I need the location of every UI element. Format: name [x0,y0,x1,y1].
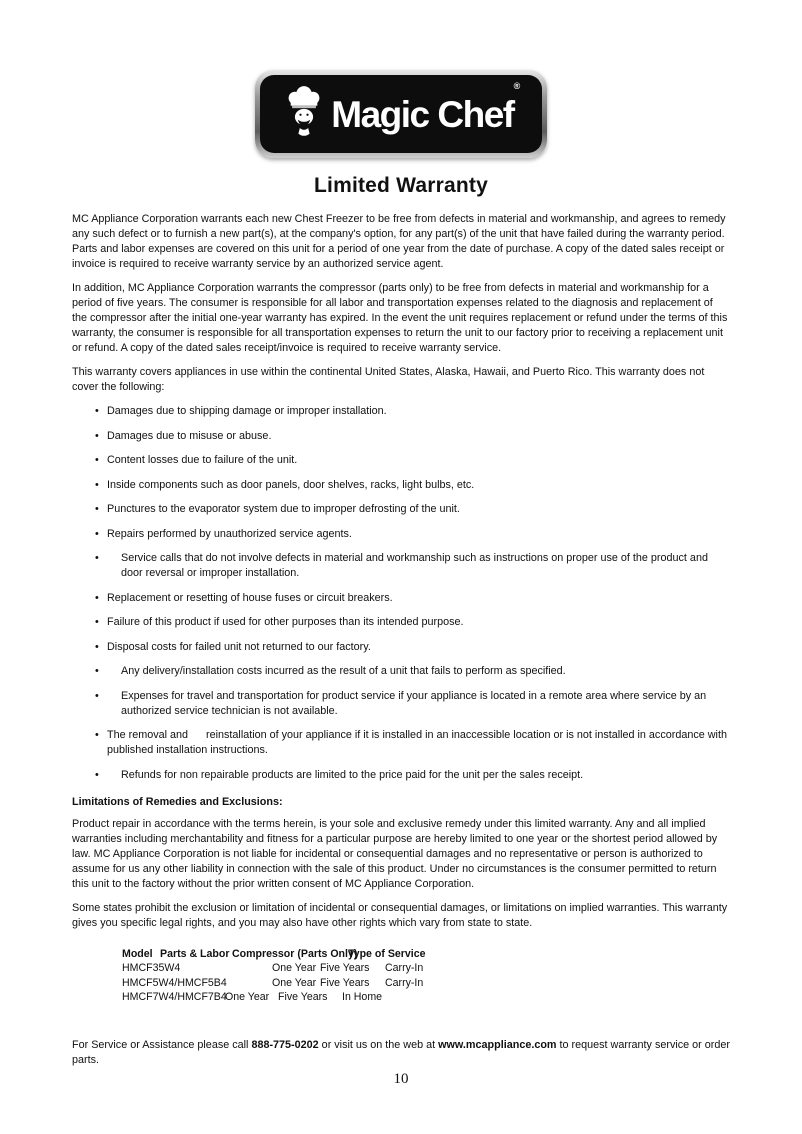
table-row [120,962,730,977]
list-item: • Punctures to the evaporator system due to improper defrosting of the unit. [95,503,460,515]
cell-model: HMCF7W4/HMCF7B4 [122,991,227,1003]
bullet-icon: • [95,729,99,741]
cell-service-type: In Home [342,991,383,1003]
col-header-parts-labor: Parts & Labor [160,947,230,960]
cell-compressor: Five Years [278,991,328,1003]
cell-service-type: Carry-In [385,962,424,974]
list-item: • The removal and reinstallation of your appliance if it is installed in an inaccessible location or is not installed in accordance with published installation instructions. [95,729,730,756]
table-header-row [120,948,730,963]
list-item: • Expenses for travel and transportation for product service if your appliance is located in a remote area where service by an authorized service technician is not available. [95,689,710,717]
bullet-icon: • [95,689,99,702]
cell-model: HMCF5W4/HMCF5B4 [122,976,227,989]
limitations-heading: Limitations of Remedies and Exclusions: [72,795,283,808]
logo-container [72,70,730,158]
list-item: • Damages due to misuse or abuse. [95,429,272,442]
list-item: • Content losses due to failure of the unit. [95,454,298,466]
list-item: • Repairs performed by unauthorized service agents. [95,527,352,540]
list-item: • Disposal costs for failed unit not returned to our factory. [95,640,371,653]
footer-text-prefix: For Service or Assistance please call [72,1038,252,1051]
bullet-icon: • [95,552,99,564]
page-title: Limited Warranty [314,174,488,197]
table-row [120,977,730,992]
cell-parts-labor: One Year [225,991,270,1003]
bullet-icon: • [95,429,99,442]
magic-chef-logo [255,70,547,158]
bullet-icon: • [95,640,99,653]
warranty-table [120,948,730,1006]
logo-brand-text: Magic Chef® [331,80,519,135]
exclusions-list [95,404,730,783]
bullet-icon: • [95,527,99,540]
paragraph-warranty-compressor: In addition, MC Appliance Corporation warrants the compressor (parts only) to be free from defects in material and workmanship for a period of five years. The consumer is responsible for all labor and transportation expenses related to the diagnosis and replacement of the compressor after the initial one-year warranty has expired. In the event the unit requires replacement or refund under the terms of this warranty, the consumer is responsible for all transportation expenses to return the unit to our factory prior to receiving a replacement unit or refund. A copy of the dated sales receipt/invoice is required to receive warranty service. [72,282,728,354]
bullet-icon: • [95,665,99,677]
service-website-url: www.mcappliance.com [438,1038,557,1051]
cell-compressor: Five Years [320,976,370,989]
paragraph-limitations-states: Some states prohibit the exclusion or limitation of incidental or consequential damages, or limitations on implied warranties. This warranty gives you specific legal rights, and you may also have other rights which vary from state to state. [72,901,728,929]
list-item: • Service calls that do not involve defects in material and workmanship such as instructions on proper use of the product and door reversal or improper installation. [95,552,711,579]
page-number: 10 [393,1071,409,1087]
cell-model: HMCF35W4 [122,962,181,974]
bullet-icon: • [95,768,99,781]
registered-mark: ® [513,80,519,91]
paragraph-warranty-parts-labor: MC Appliance Corporation warrants each new Chest Freezer to be free from defects in material and workmanship, and agrees to remedy any such defect or to furnish a new part(s), at the company's option, for any part(s) of the unit that have failed during the warranty period. Parts and labor expenses are covered on this unit for a period of one year from the date of purchase. A copy of the dated sales receipt or invoice is required to receive warranty service by an authorized service agent. [72,213,726,270]
bullet-icon: • [95,591,99,604]
logo-inner [260,75,542,153]
bullet-icon: • [95,405,99,417]
paragraph-limitations-remedy: Product repair in accordance with the terms herein, is your sole and exclusive remedy under this limited warranty. Any and all implied warranties including merchantability and fitness for a particular purpose are hereby limited to one year or the shortest period allowed by law. MC Appliance Corporation is not liable for incidental or consequential damages and no representative or person is authorized to assume for us any other liability in connection with the sale of this product. Under no circumstances is the consumer permitted to return this unit to the factory without the prior written consent of MC Appliance Corporation. [72,817,718,890]
cell-parts-labor: One Year [272,962,317,974]
bullet-icon: • [95,454,99,466]
paragraph-warranty-coverage: This warranty covers appliances in use within the continental United States, Alaska, Hawaii, and Puerto Rico. This warranty does not cover the following: [72,366,705,393]
service-phone-number: 888-775-0202 [251,1038,319,1051]
cell-compressor: Five Years [320,962,370,974]
footer-text-middle: or visit us on the web at [318,1038,439,1051]
list-item: • Failure of this product if used for other purposes than its intended purpose. [95,616,464,628]
list-item: • Refunds for non repairable products are limited to the price paid for the unit per the sales receipt. [95,768,584,781]
col-header-service-type: Type of Service [348,947,426,960]
list-item: • Any delivery/installation costs incurred as the result of a unit that fails to perform as specified. [95,665,566,677]
list-item: • Inside components such as door panels, door shelves, racks, light bulbs, etc. [95,478,475,491]
col-header-compressor: Compressor (Parts Only) [232,947,358,960]
col-header-model: Model [122,947,153,960]
bullet-icon: • [95,616,99,628]
list-item: • Replacement or resetting of house fuses or circuit breakers. [95,591,393,604]
bullet-icon: • [95,478,99,491]
service-contact-line [72,1038,730,1068]
list-item: • Damages due to shipping damage or improper installation. [95,405,387,417]
table-row [120,991,730,1006]
bullet-icon: • [95,503,99,515]
chef-icon [283,86,325,143]
cell-parts-labor: One Year [272,976,317,989]
cell-service-type: Carry-In [385,976,424,989]
footer-text-suffix: to request warranty service or order parts. [72,1038,730,1066]
